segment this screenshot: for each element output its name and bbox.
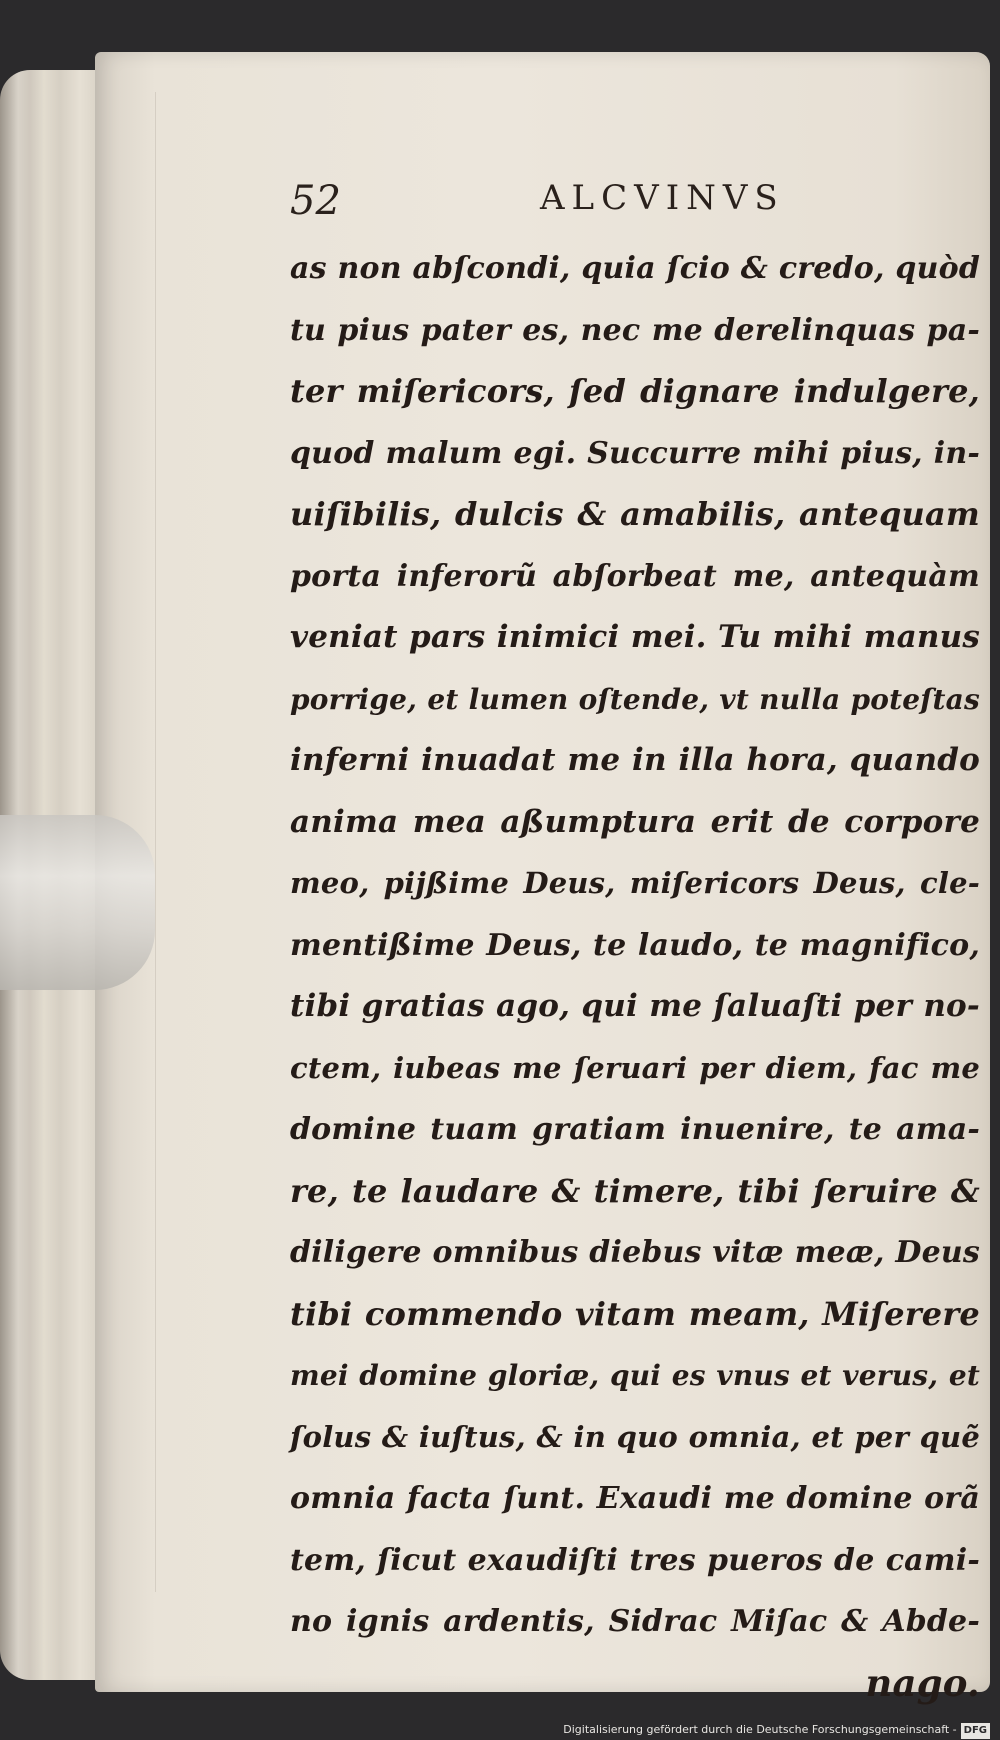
running-head: ALCVINVS <box>540 178 785 218</box>
text-line: porta inferorũ abſorbeat me, antequàm <box>290 558 980 594</box>
text-line: re, te laudare & timere, tibi ſeruire & <box>290 1171 980 1210</box>
text-line: ter miſericors, ſed dignare indulgere, <box>290 372 980 410</box>
body-text <box>290 238 980 1714</box>
text-line: no ignis ardentis, Sidrac Miſac & Abde- <box>290 1604 980 1639</box>
digitization-credit <box>563 1722 990 1738</box>
dfg-logo: DFG <box>961 1723 990 1739</box>
text-line: tibi gratias ago, qui me ſaluaſti per no- <box>290 988 980 1024</box>
credit-text: Digitalisierung gefördert durch die Deutsche Forschungsgemeinschaft - <box>563 1723 957 1736</box>
page-number: 52 <box>290 178 341 224</box>
text-line: porrige, et lumen oſtende, vt nulla poteſtas <box>290 682 980 716</box>
book-clip <box>0 815 155 990</box>
text-line: anima mea aßumptura erit de corpore <box>290 803 980 840</box>
text-line: tibi commendo vitam meam, Miſerere <box>290 1294 980 1333</box>
text-line: tem, ſicut exaudiſti tres pueros de cami- <box>290 1542 980 1578</box>
text-line: veniat pars inimici mei. Tu mihi manus <box>290 619 980 655</box>
text-line: diligere omnibus diebus vitæ meæ, Deus <box>290 1235 980 1270</box>
text-line: as non abſcondi, quia ſcio & credo, quòd <box>290 251 980 286</box>
text-line: ſolus & iuſtus, & in quo omnia, et per quẽ <box>290 1419 980 1454</box>
text-line: inferni inuadat me in illa hora, quando <box>290 742 980 778</box>
text-line: omnia facta ſunt. Exaudi me domine orã <box>290 1481 980 1516</box>
text-line: ctem, iubeas me ſeruari per diem, fac me <box>290 1050 980 1085</box>
page-header <box>290 178 930 228</box>
text-line: uiſibilis, dulcis & amabilis, antequam <box>290 495 980 533</box>
text-line: domine tuam gratiam inuenire, te ama- <box>290 1112 980 1147</box>
page-gutter-shadow <box>155 92 156 1592</box>
text-line: mei domine gloriæ, qui es vnus et verus, et <box>290 1359 980 1392</box>
text-line: mentißime Deus, te laudo, te magnifico, <box>290 927 980 963</box>
text-line: tu pius pater es, nec me derelinquas pa- <box>290 312 980 348</box>
text-line: nago. <box>865 1660 980 1705</box>
text-line: quod malum egi. Succurre mihi pius, in- <box>290 435 980 471</box>
text-line: meo, pijßime Deus, miſericors Deus, cle- <box>290 866 980 900</box>
